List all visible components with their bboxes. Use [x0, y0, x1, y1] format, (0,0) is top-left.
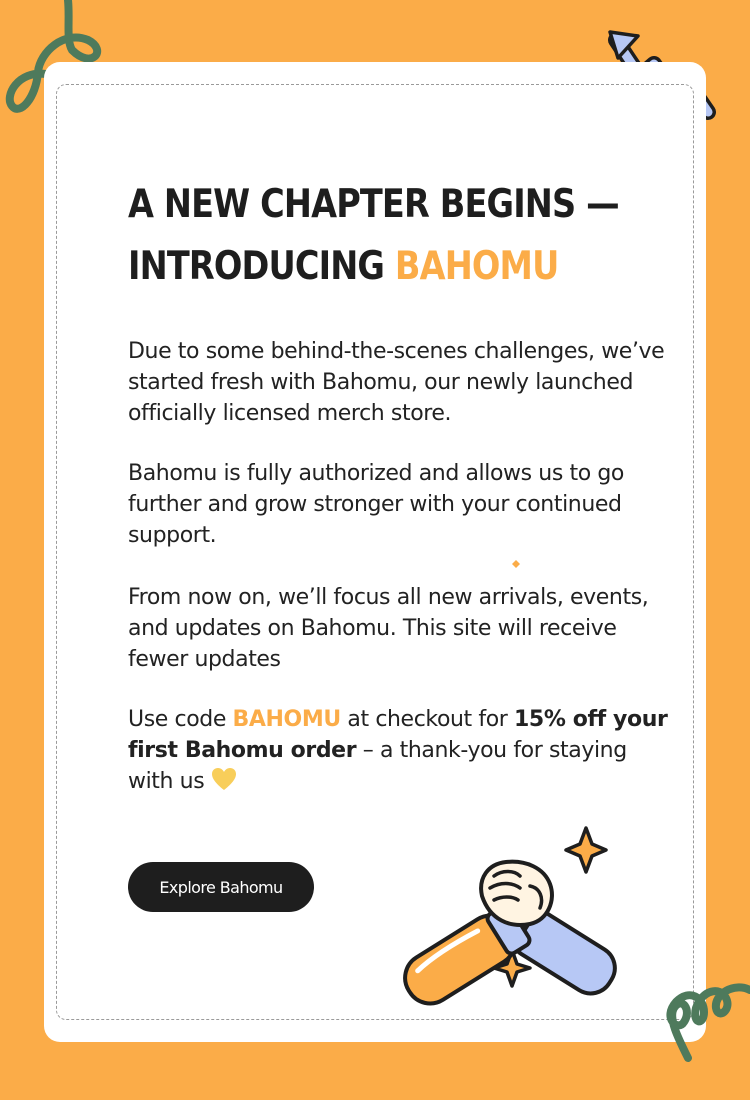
paragraph-authorized: Bahomu is fully authorized and allows us to go further and grow stronger with your continued support.	[128, 461, 624, 548]
headline-line-1: A NEW CHAPTER BEGINS —	[128, 182, 619, 227]
paragraph-promo: Use code BAHOMU at checkout for 15% off your first Bahomu order – a thank-you for staying with us	[128, 707, 668, 794]
promo-discount: 15% off your first Bahomu order	[128, 707, 668, 763]
brand-name-highlight: BAHOMU	[394, 244, 559, 289]
page-title	[128, 174, 619, 298]
squiggle-bottom-right-icon	[648, 968, 750, 1068]
headline-line-2-prefix: INTRODUCING	[128, 244, 395, 289]
decorative-dot-icon	[512, 560, 520, 568]
paragraph-focus-updates: From now on, we’ll focus all new arrivals, events, and updates on Bahomu. This site will receive fewer updates	[128, 585, 649, 672]
paragraph-fresh-start: Due to some behind-the-scenes challenges, we’ve started fresh with Bahomu, our newly launched officially licensed merch store.	[128, 339, 665, 426]
handshake-illustration	[390, 826, 630, 1006]
announcement-card	[44, 62, 706, 1042]
sparkle-icon	[566, 828, 606, 872]
heart-icon	[211, 767, 237, 791]
explore-bahomu-button[interactable]: Explore Bahomu	[128, 862, 314, 912]
promo-code: BAHOMU	[232, 707, 341, 732]
